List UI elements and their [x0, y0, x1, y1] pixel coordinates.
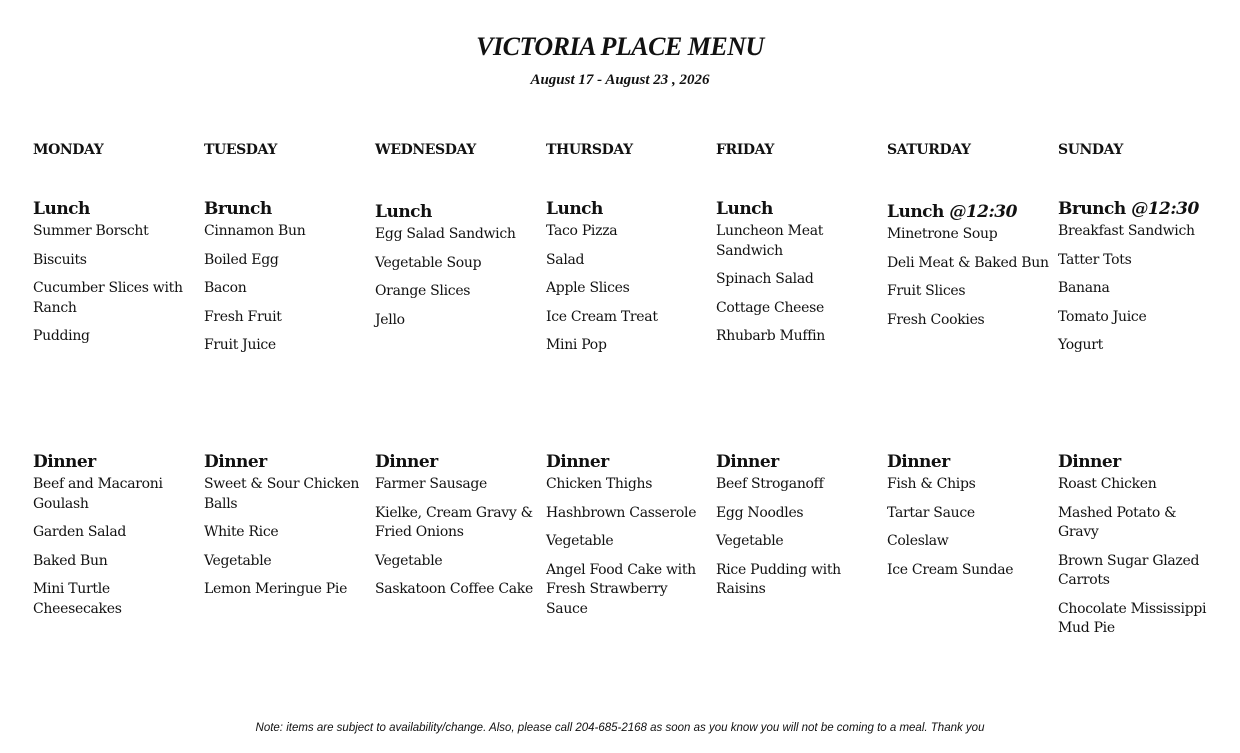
meal-item-list [375, 225, 543, 330]
meal-title: Dinner [887, 452, 950, 472]
dinner-section [204, 451, 372, 609]
footer-note: Note: items are subject to availability/change. Also, please call 204-685-2168 as soon as you know you will not be coming to a meal. Thank you [255, 722, 985, 734]
meal-item-list [887, 225, 1055, 330]
menu-item: Minetrone Soup [887, 226, 998, 242]
menu-item: Biscuits [33, 251, 87, 268]
meal-title: Dinner [1058, 452, 1121, 472]
menu-item: Roast Chicken [1058, 476, 1157, 492]
meal-title [375, 201, 543, 223]
day-name: FRIDAY [716, 142, 775, 158]
meal-title-label: Brunch [1058, 199, 1126, 219]
menu-item: Breakfast Sandwich [1058, 223, 1195, 239]
menu-item: Chicken Thighs [546, 476, 653, 492]
meal-item-list [887, 475, 1055, 580]
menu-item: Vegetable [204, 552, 272, 569]
meal-item-list [546, 222, 714, 356]
menu-item: Pudding [33, 328, 90, 344]
menu-item: Tatter Tots [1058, 251, 1132, 268]
meal-title-label: Lunch [375, 202, 432, 222]
meal-title: Dinner [204, 452, 267, 472]
menu-item: Baked Bun [33, 552, 108, 569]
menu-item: Vegetable [375, 552, 443, 569]
menu-item: Ice Cream Treat [546, 308, 658, 325]
menu-item: Cucumber Slices with Ranch [33, 280, 183, 316]
day-column-sunday [1058, 140, 1226, 636]
menu-item: Chocolate Mississippi Mud Pie [1058, 600, 1207, 636]
menu-item: Banana [1058, 280, 1110, 296]
menu-item: Cinnamon Bun [204, 223, 306, 239]
menu-item: Angel Food Cake with Fresh Strawberry Sauce [546, 561, 696, 617]
menu-item: Vegetable [546, 533, 614, 549]
menu-item: Jello [375, 311, 405, 328]
day-name: TUESDAY [204, 142, 277, 158]
day-name: SUNDAY [1058, 142, 1124, 158]
menu-item: Beef Stroganoff [716, 476, 824, 492]
meal-item-list [33, 475, 201, 619]
meal-title-label: Brunch [204, 199, 272, 219]
meal-title: Dinner [546, 452, 609, 472]
meal-time: @12:30 [1131, 199, 1199, 219]
menu-item: Mini Pop [546, 337, 607, 353]
dinner-section [375, 451, 543, 609]
meal-item-list [716, 475, 884, 600]
menu-item: Rice Pudding with Raisins [716, 561, 841, 597]
day-name: SATURDAY [887, 142, 971, 158]
menu-item: Luncheon Meat Sandwich [716, 223, 824, 259]
meal-item-list [1058, 475, 1226, 639]
day-column-friday [716, 140, 884, 597]
day-column-thursday [546, 140, 714, 617]
menu-item: Tomato Juice [1058, 308, 1147, 325]
meal-item-list [204, 222, 372, 356]
meal-title [1058, 198, 1226, 220]
menu-item: Boiled Egg [204, 251, 279, 268]
menu-item: Garden Salad [33, 524, 127, 540]
menu-item: Mashed Potato & Gravy [1058, 504, 1177, 540]
menu-date-range: August 17 - August 23 , 2026 [530, 72, 710, 88]
meal-title-label: Lunch [546, 199, 603, 219]
dinner-section [887, 451, 1055, 589]
day-name: THURSDAY [546, 142, 633, 158]
dinner-section [1058, 451, 1226, 648]
menu-item: Cottage Cheese [716, 299, 825, 316]
menu-item: Fresh Fruit [204, 308, 282, 325]
menu-item: Coleslaw [887, 533, 949, 549]
menu-item: Sweet & Sour Chicken Balls [204, 476, 360, 512]
dinner-section [546, 451, 714, 628]
lunch-section [716, 198, 884, 356]
menu-item: Orange Slices [375, 283, 471, 299]
menu-item: Ice Cream Sundae [887, 561, 1014, 578]
menu-item: Vegetable [716, 533, 784, 549]
meal-title: Dinner [375, 452, 438, 472]
menu-item: Fish & Chips [887, 476, 976, 492]
menu-item: Fruit Juice [204, 337, 276, 353]
menu-title: VICTORIA PLACE MENU [476, 32, 764, 61]
menu-item: Taco Pizza [546, 223, 618, 239]
lunch-section [546, 198, 714, 365]
menu-item: Yogurt [1058, 337, 1103, 353]
menu-item: Hashbrown Casserole [546, 504, 697, 521]
menu-item: Kielke, Cream Gravy & Fried Onions [375, 504, 533, 540]
lunch-section [887, 198, 1055, 339]
meal-item-list [204, 475, 372, 600]
menu-item: Fresh Cookies [887, 311, 985, 328]
meal-title [546, 198, 714, 220]
meal-item-list [716, 222, 884, 347]
menu-item: Brown Sugar Glazed Carrots [1058, 552, 1200, 588]
menu-item: Egg Salad Sandwich [375, 226, 516, 242]
menu-item: Lemon Meringue Pie [204, 581, 348, 597]
meal-item-list [33, 222, 201, 347]
menu-item: Bacon [204, 280, 247, 296]
menu-item: Spinach Salad [716, 271, 814, 287]
menu-item: Rhubarb Muffin [716, 328, 825, 344]
meal-title: Dinner [33, 452, 96, 472]
day-column-wednesday [375, 140, 543, 597]
menu-item: Salad [546, 251, 585, 268]
dinner-section [716, 451, 884, 609]
brunch-section [204, 198, 372, 365]
meal-title [33, 198, 201, 220]
day-column-monday [33, 140, 201, 617]
menu-item: Beef and Macaroni Goulash [33, 476, 163, 512]
dinner-section [33, 451, 201, 628]
menu-item: Vegetable Soup [375, 254, 482, 271]
meal-item-list [375, 475, 543, 600]
day-name: MONDAY [33, 142, 104, 158]
meal-title [887, 201, 1055, 223]
menu-item: Egg Noodles [716, 504, 804, 521]
menu-item: Mini Turtle Cheesecakes [33, 581, 122, 617]
menu-item: Tartar Sauce [887, 504, 975, 521]
meal-title: Dinner [716, 452, 779, 472]
meal-title [716, 198, 884, 220]
lunch-section [33, 198, 201, 356]
day-column-tuesday [204, 140, 372, 597]
meal-item-list [1058, 222, 1226, 356]
day-column-saturday [887, 140, 1055, 578]
lunch-section [375, 198, 543, 339]
menu-item: Deli Meat & Baked Bun [887, 254, 1049, 271]
menu-item: White Rice [204, 524, 279, 540]
menu-item: Summer Borscht [33, 223, 149, 239]
meal-title-label: Lunch [887, 202, 944, 222]
day-name: WEDNESDAY [375, 142, 476, 158]
menu-item: Farmer Sausage [375, 476, 488, 492]
menu-item: Saskatoon Coffee Cake [375, 581, 533, 597]
meal-title [204, 198, 372, 220]
menu-header [0, 30, 1240, 90]
meal-title-label: Lunch [716, 199, 773, 219]
menu-item: Fruit Slices [887, 283, 966, 299]
brunch-section [1058, 198, 1226, 365]
meal-title-label: Lunch [33, 199, 90, 219]
meal-item-list [546, 475, 714, 619]
menu-item: Apple Slices [546, 280, 630, 296]
meal-time: @12:30 [949, 202, 1017, 222]
